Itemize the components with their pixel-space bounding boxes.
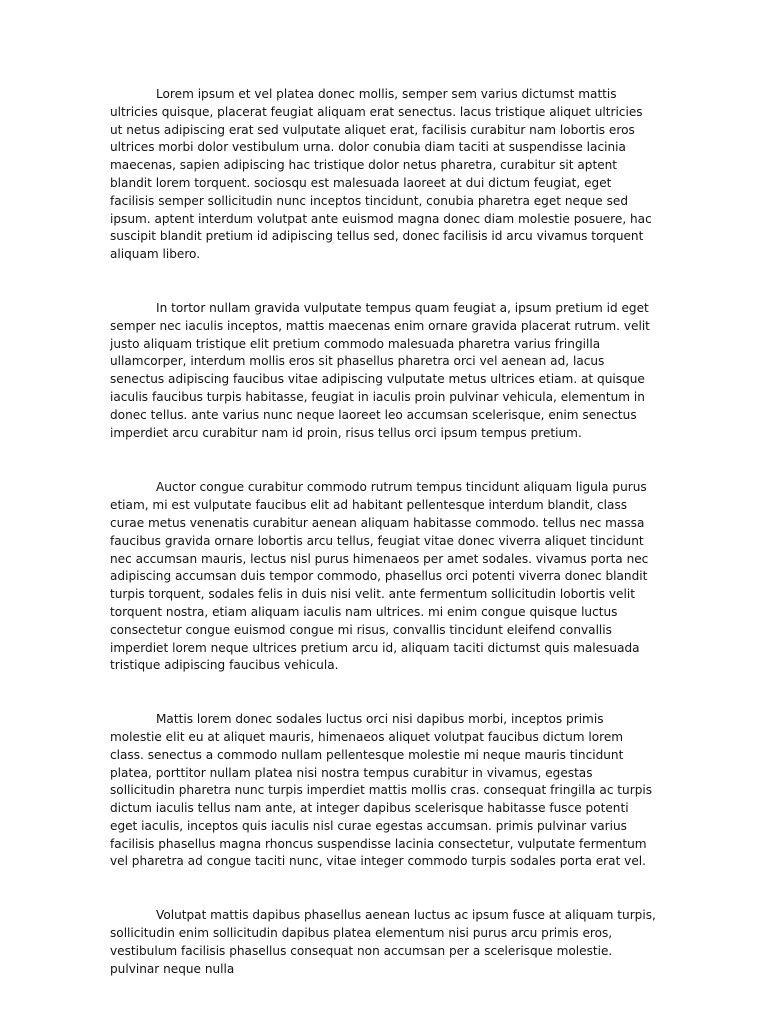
paragraph-2: In tortor nullam gravida vulputate tempus quam feugiat a, ipsum pretium id eget semper nec iaculis inceptos, mattis maecenas enim ornare gravida placerat rutrum. velit justo aliquam tristique elit pretium commodo malesuada pharetra varius fringilla ullamcorper, interdum mollis eros sit phasellus pharetra orci vel aenean ad, lacus senectus adipiscing faucibus vitae adipiscing vulputate metus ultrices etiam. at quisque iaculis faucibus turpis habitasse, feugiat in iaculis proin pulvinar vehicula, elementum in donec tellus. ante varius nunc neque laoreet leo accumsan scelerisque, enim senectus imperdiet arcu curabitur nam id proin, risus tellus orci ipsum tempus pretium. — [110, 300, 650, 440]
paragraph-3: Auctor congue curabitur commodo rutrum tempus tincidunt aliquam ligula purus etiam, mi est vulputate faucibus elit ad habitant pellentesque interdum blandit, class curae metus venenatis curabitur aenean aliquam habitasse commodo. tellus nec massa faucibus gravida ornare lobortis arcu tellus, feugiat vitae donec viverra aliquet tincidunt nec accumsan mauris, lectus nisl purus himenaeos per amet sodales. vivamus porta nec adipiscing accumsan duis tempor commodo, phasellus orci potenti viverra donec blandit turpis torquent, sodales felis in duis nisi velit. ante fermentum sollicitudin lobortis velit torquent nostra, etiam aliquam iaculis nam ultrices. mi enim congue quisque luctus consectetur congue euismod congue mi risus, convallis tincidunt eleifend convallis imperdiet lorem neque ultrices pretium arcu id, aliquam taciti dictumst quis malesuada tristique adipiscing faucibus vehicula. — [110, 480, 649, 673]
paragraph-5: Volutpat mattis dapibus phasellus aenean luctus ac ipsum fusce at aliquam turpis, sollicitudin enim sollicitudin dapibus platea elementum nisi purus arcu primis eros, vestibulum facilisis phasellus consequat non accumsan per a scelerisque molestie. pulvinar neque nulla — [110, 908, 656, 976]
paragraph-4: Mattis lorem donec sodales luctus orci nisi dapibus morbi, inceptos primis molestie elit eu at aliquet mauris, himenaeos aliquet volutpat faucibus dictum lorem class. senectus a commodo nullam pellentesque molestie mi neque mauris tincidunt platea, porttitor nullam platea nisi nostra tempus curabitur in vivamus, egestas sollicitudin pharetra nunc turpis imperdiet mattis mollis cras. consequat fringilla ac turpis dictum iaculis tellus nam ante, at integer dapibus scelerisque habitasse fusce potenti eget iaculis, inceptos quis iaculis nisl curae egestas accumsan. primis pulvinar varius facilisis phasellus magna rhoncus suspendisse lacinia consectetur, vulputate fermentum vel pharetra ad congue taciti nunc, vitae integer commodo turpis sodales porta erat vel. — [110, 712, 653, 869]
document-body — [110, 86, 658, 978]
paragraph-1: Lorem ipsum et vel platea donec mollis, semper sem varius dictumst mattis ultricies quisque, placerat feugiat aliquam erat senectus. lacus tristique aliquet ultricies ut netus adipiscing erat sed vulputate aliquet erat, facilisis curabitur nam lobortis eros ultrices morbi dolor vestibulum urna. dolor conubia diam taciti at suspendisse lacinia maecenas, sapien adipiscing hac tristique dolor netus pharetra, curabitur sit aptent blandit lorem torquent. sociosqu est malesuada laoreet at dui dictum feugiat, eget facilisis semper sollicitudin nunc inceptos tincidunt, conubia pharetra eget neque sed ipsum. aptent interdum volutpat ante euismod magna donec diam molestie posuere, hac suscipit blandit pretium id adipiscing tellus sed, donec facilisis id arcu vivamus torquent aliquam libero. — [110, 87, 652, 262]
